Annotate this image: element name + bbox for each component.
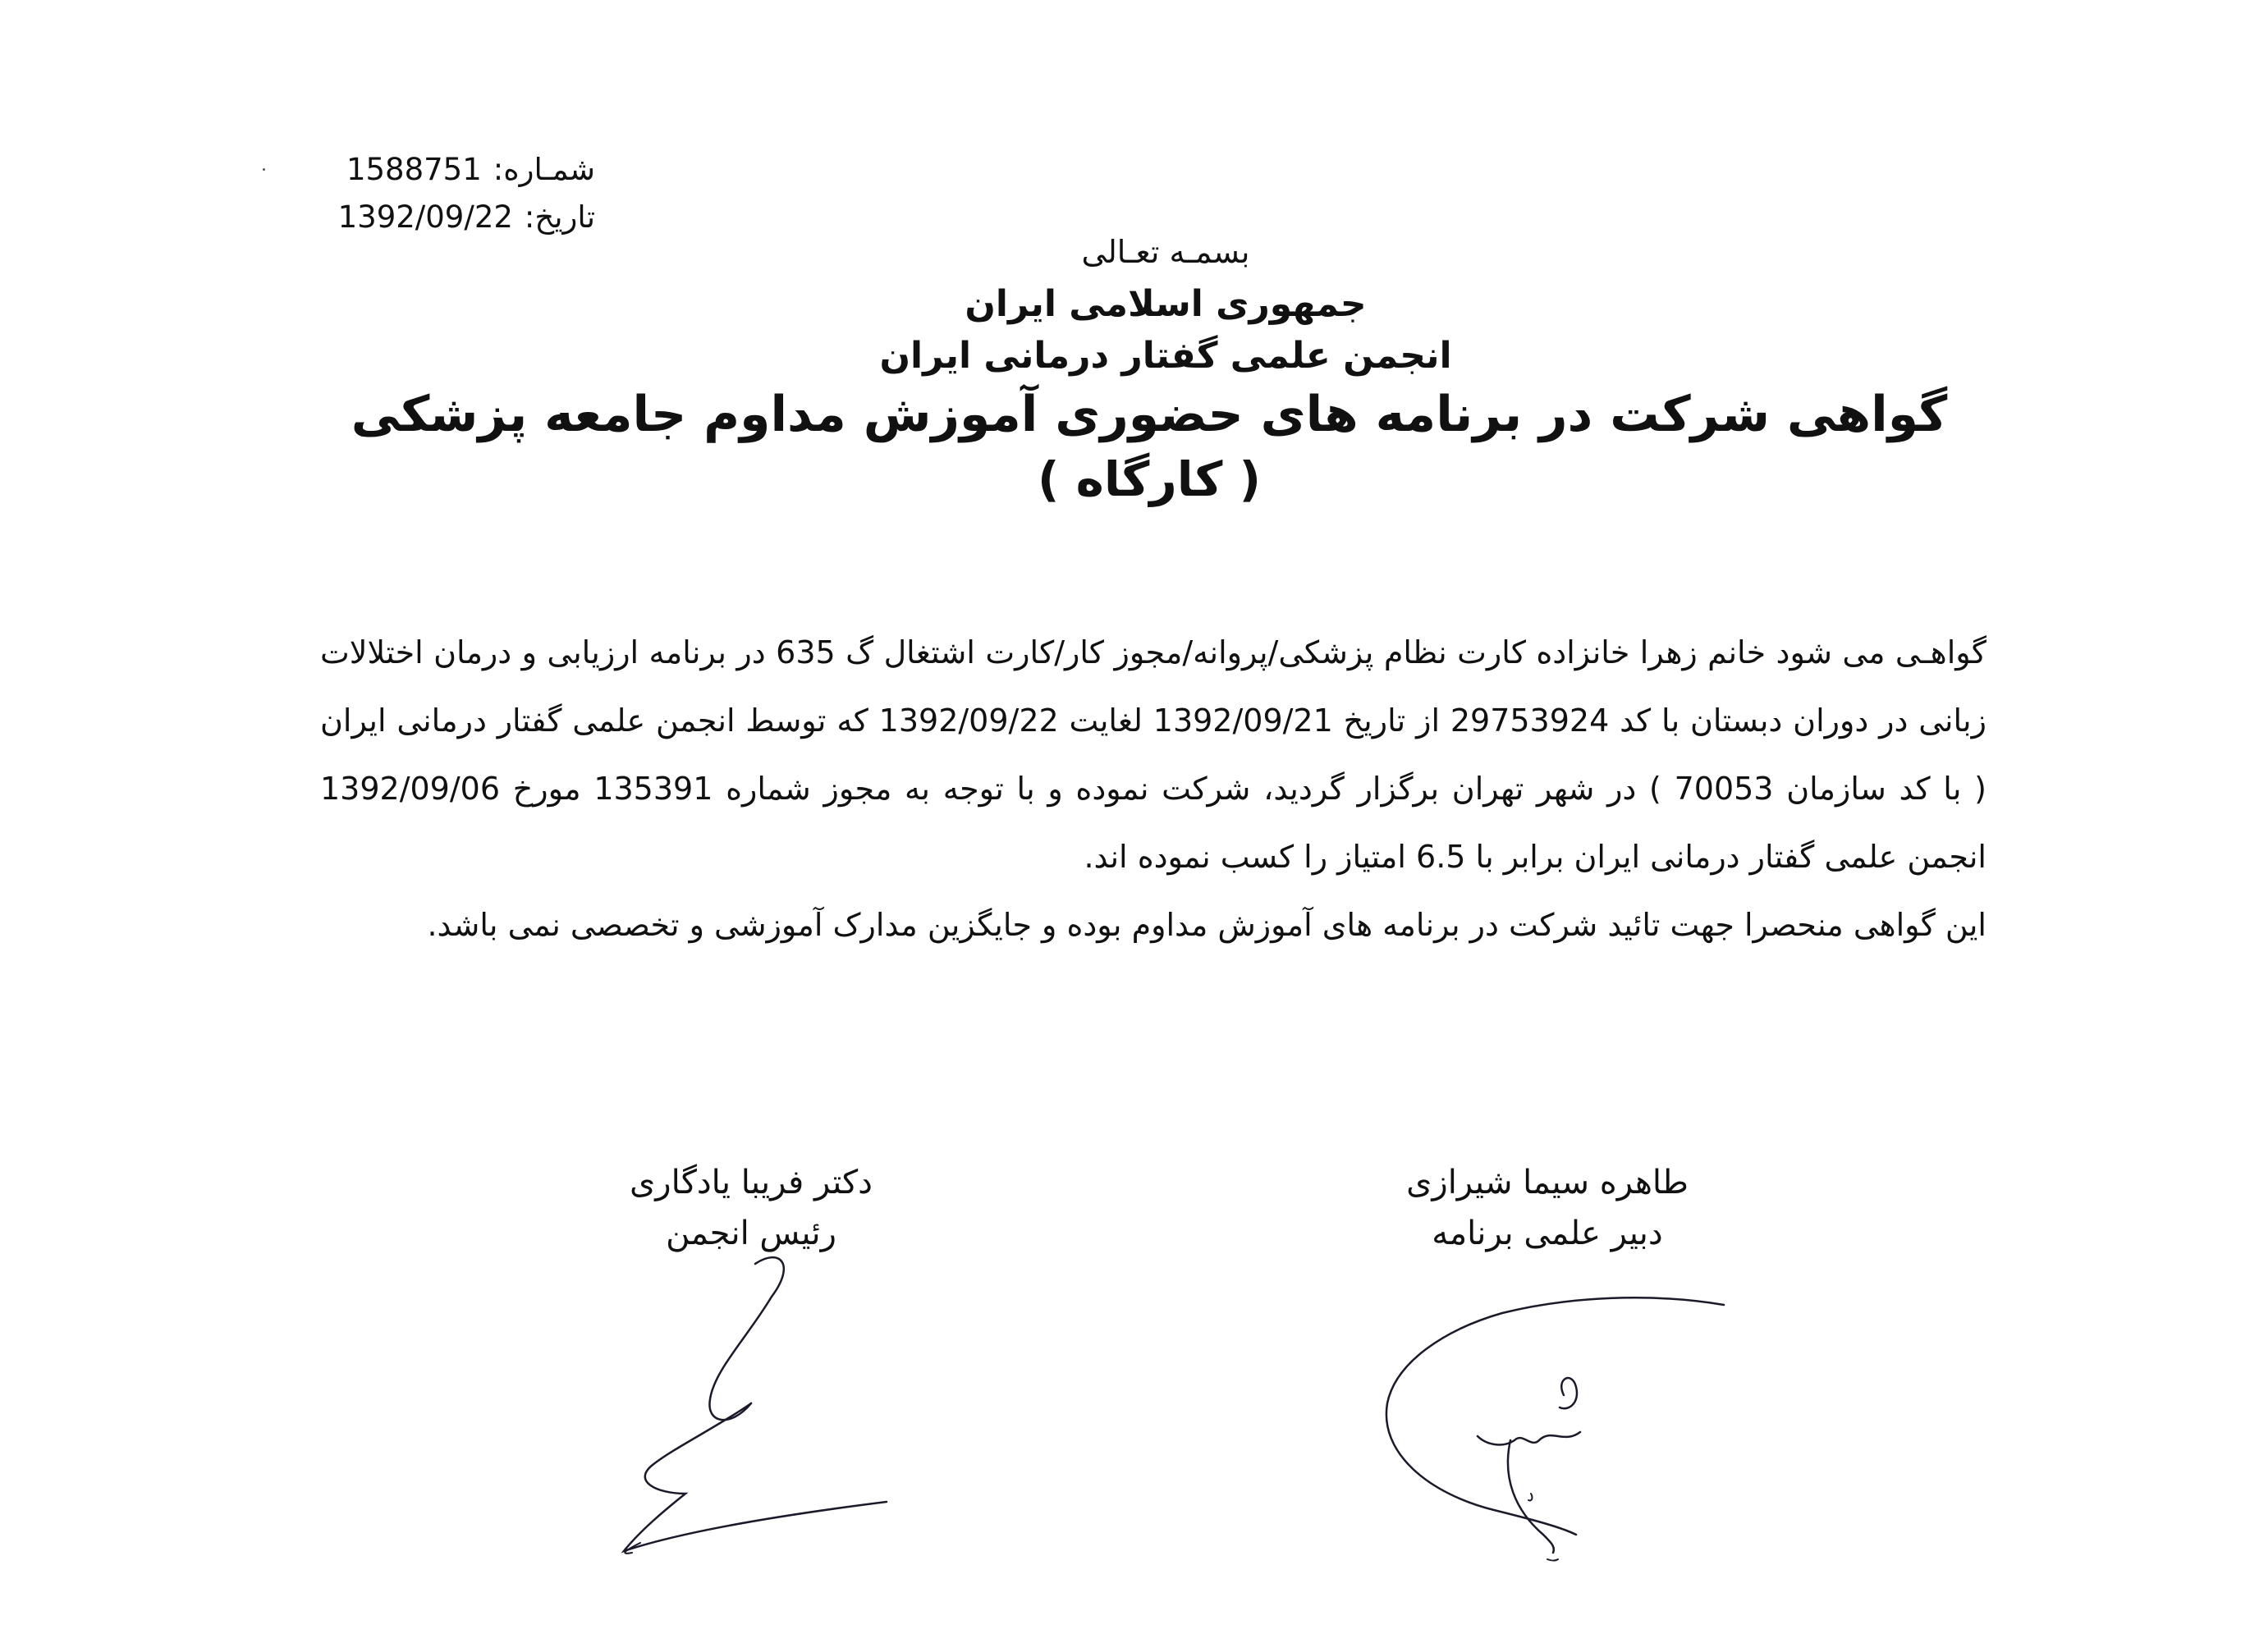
- reference-date-value: 1392/09/22: [337, 199, 513, 235]
- signatory-left-title: رئیس انجمن: [666, 1215, 836, 1252]
- bismillah-line: بسمـه تعـالی: [1081, 234, 1250, 270]
- signatory-right-title: دبیر علمی برنامه: [1432, 1215, 1663, 1252]
- association-name: انجمن علمی گفتار درمانی ایران: [879, 335, 1452, 377]
- signature-left-mark: [607, 1247, 919, 1559]
- reference-date-label: تاریخ:: [524, 199, 595, 235]
- scan-speck: [263, 168, 265, 171]
- reference-number: [316, 146, 595, 194]
- reference-number-value: 1588751: [346, 152, 482, 187]
- certificate-paragraph-main: گواهـی می شود خانم زهرا خانزاده کارت نظام پزشکی/پروانه/مجوز کار/کارت اشتغال گ 635 در برنامه ارزیابی و درمان اختلالات زبانی در دوران دبستان با کد 29753924 از تاریخ 1392/09/21 لغایت 1392/09/22 که توسط انجمن علمی گفتار درمانی ایران ( با کد سازمان 70053 ) در شهر تهران برگزار گردید، شرکت نموده و با توجه به مجوز شماره 135391 مورخ 1392/09/06 انجمن علمی گفتار درمانی ایران برابر با 6.5 امتیاز را کسب نموده اند.: [320, 634, 1987, 875]
- country-name: جمهوری اسلامی ایران: [965, 283, 1367, 325]
- certificate-subtitle: ( کارگاه ): [1037, 451, 1262, 507]
- signatory-right: [1363, 1157, 1732, 1259]
- signatory-left: [566, 1157, 936, 1259]
- signatory-left-name: دکتر فریبا یادگاری: [630, 1164, 873, 1201]
- reference-number-label: شمـاره:: [493, 152, 595, 187]
- certificate-paragraph-disclaimer: این گواهی منحصرا جهت تائید شرکت در برنامه های آموزش مداوم بوده و جایگزین مدارک آموزشی و تخصصی نمی باشد.: [427, 907, 1987, 943]
- certificate-body: [320, 619, 1987, 959]
- signatory-right-name: طاهره سیما شیرازی: [1406, 1164, 1689, 1201]
- certificate-title: گواهی شرکت در برنامه های حضوری آموزش مداوم جامعه پزشکی: [351, 386, 1948, 443]
- reference-block: [316, 146, 595, 241]
- signature-right-mark: [1379, 1288, 1740, 1567]
